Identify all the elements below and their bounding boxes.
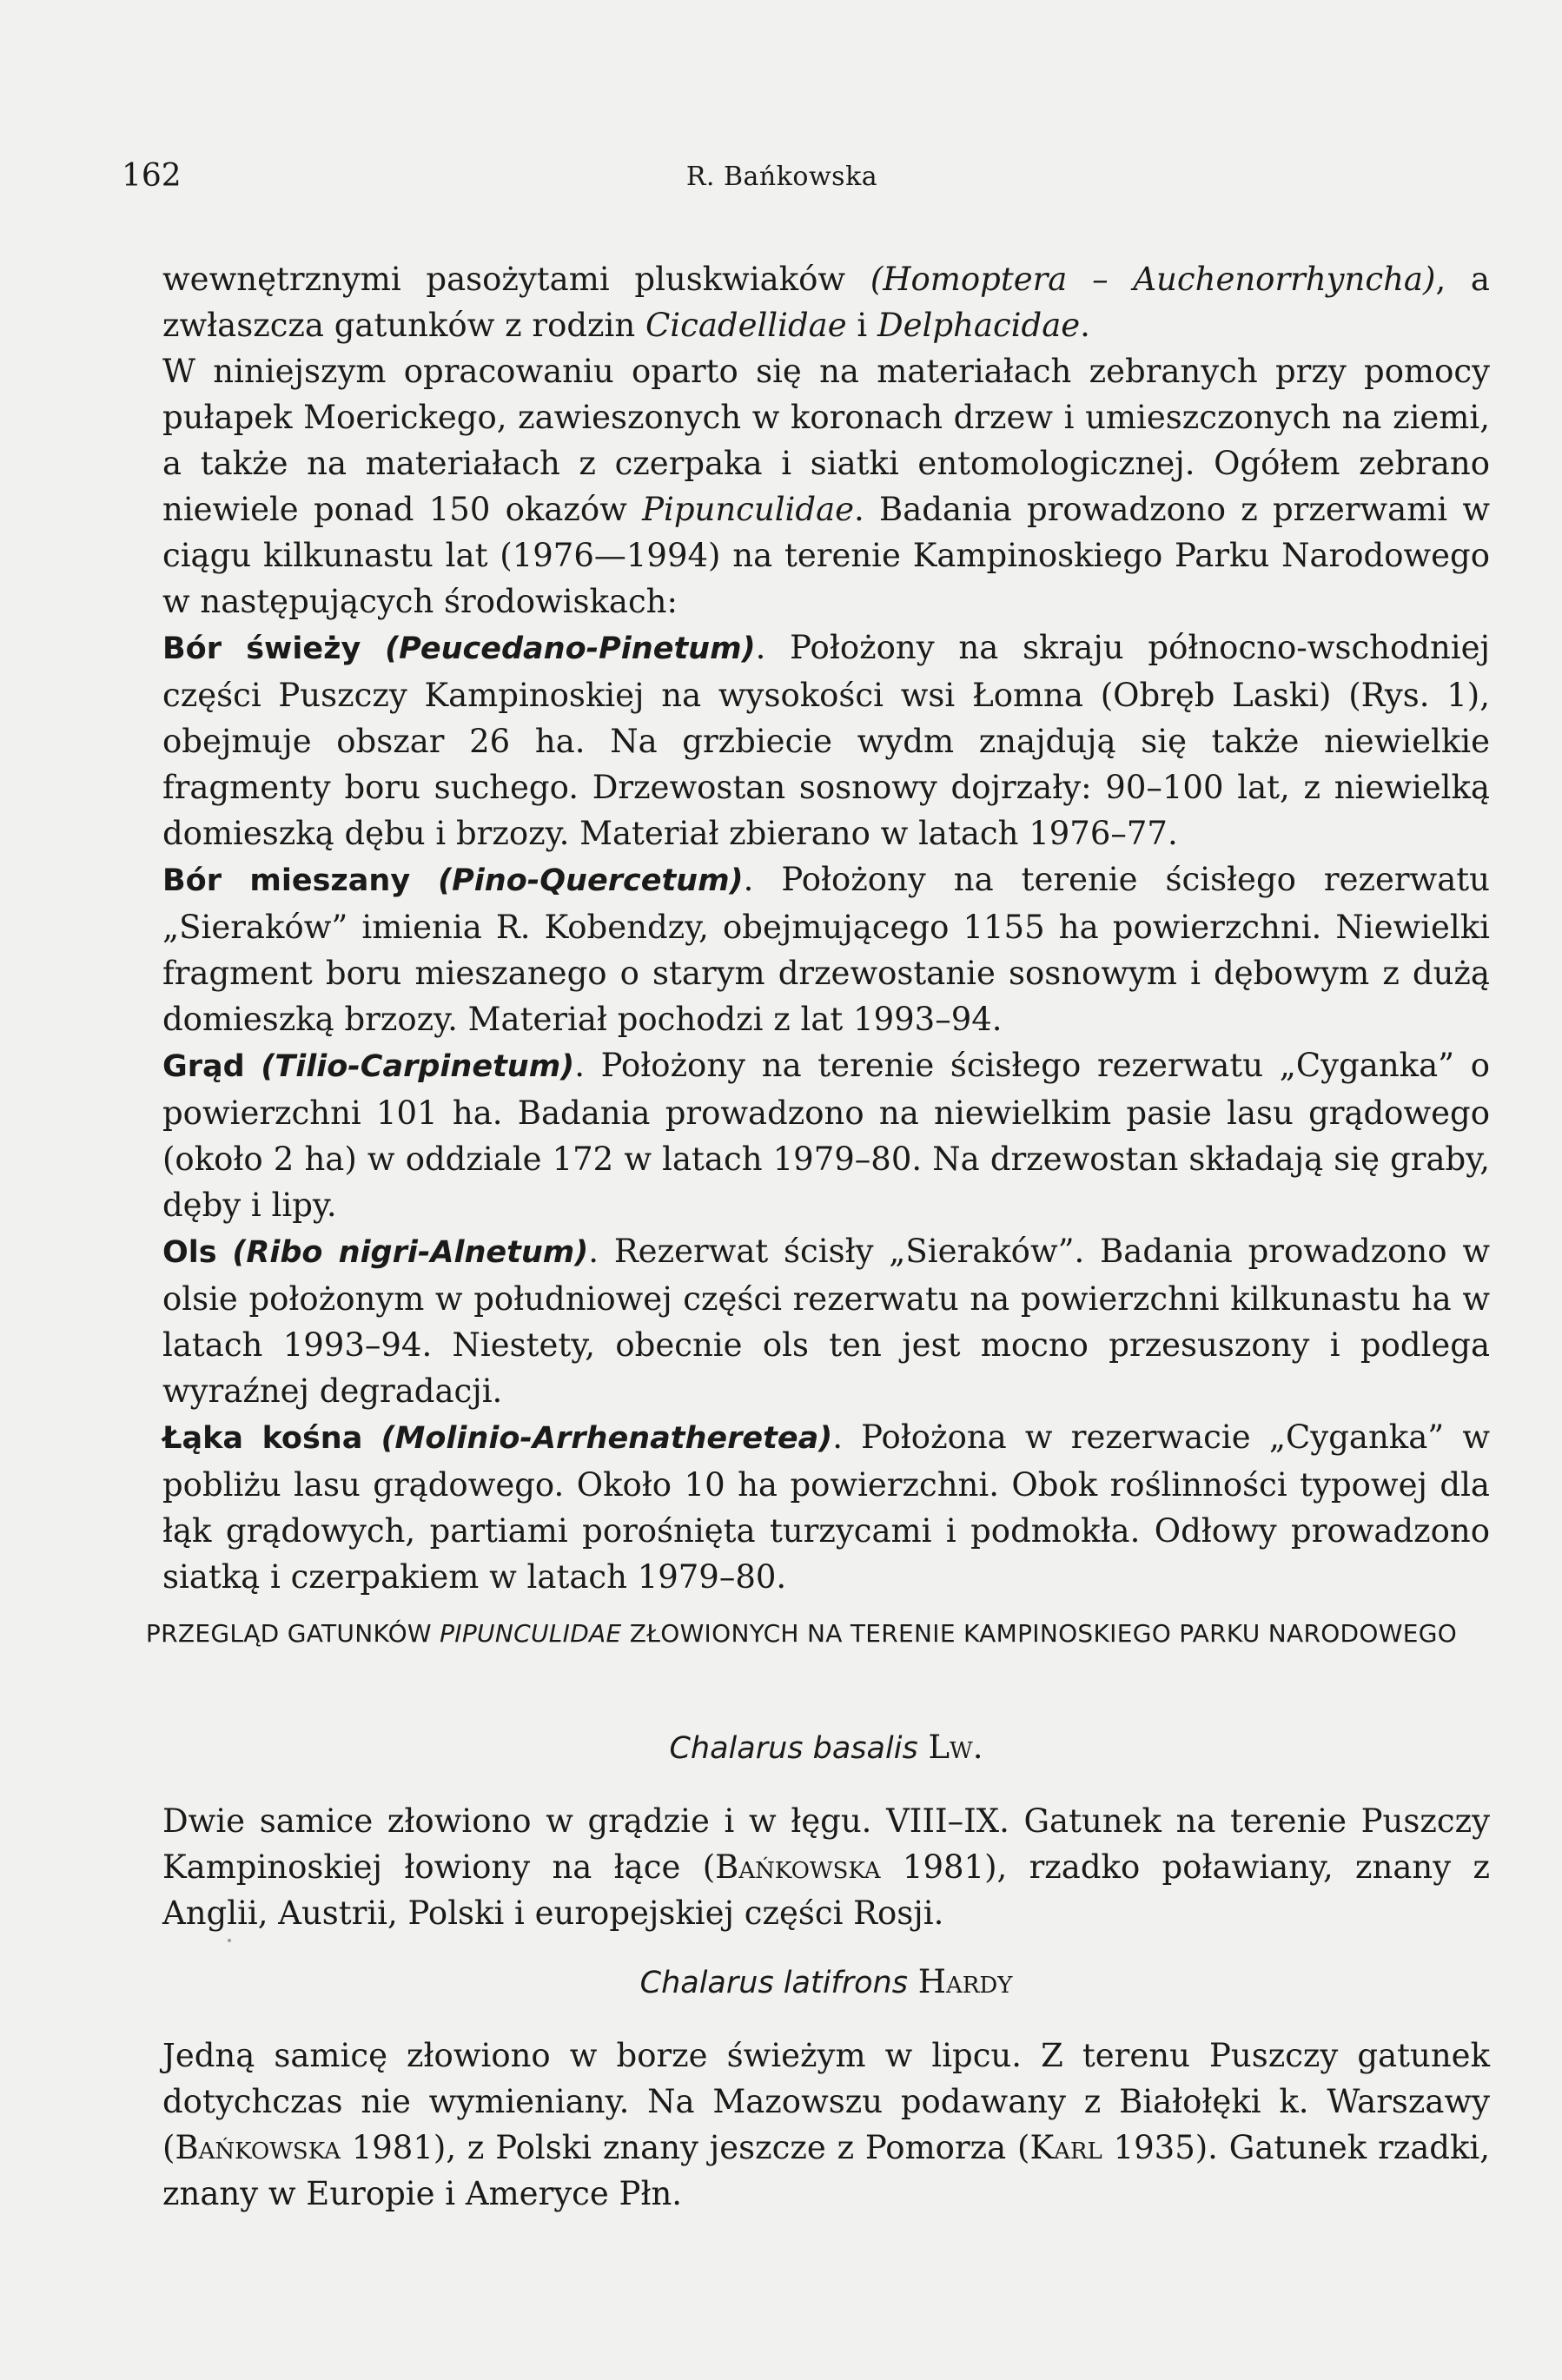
species-entry: [162, 1959, 1490, 2217]
habitat-name: Łąka kośna: [162, 1421, 363, 1456]
habitat-name: Bór mieszany: [162, 863, 411, 898]
species-entry: [162, 1724, 1490, 1936]
habitat-paragraph: Bór mieszany (Pino-Quercetum). Położony na terenie ścisłego rezerwatu „Sieraków” imienia R. Kobendzy, obejmującego 1155 ha powierzchni. Niewielki fragment boru mieszanego o starym drzewostanie sosnowym i dębowym z dużą domieszką brzozy. Materiał pochodzi z lat 1993–94.: [162, 861, 1490, 1038]
intro-paragraph-1: wewnętrznymi pasożytami pluskwiaków (Homoptera – Auchenorrhyncha), a zwłaszcza gatunków z rodzin Cicadellidae i Delphacidae.: [162, 261, 1490, 344]
habitat-paragraph: Grąd (Tilio-Carpinetum). Położony na terenie ścisłego rezerwatu „Cyganka” o powierzchni 101 ha. Badania prowadzono na niewielkim pasie lasu grądowego (około 2 ha) w oddziale 172 w latach 1979–80. Na drzewostan składają się graby, dęby i lipy.: [162, 1047, 1491, 1224]
page-number: 162: [122, 158, 182, 194]
species-title: Chalarus latifrons Hardy: [639, 1963, 1013, 2000]
species-text: Jedną samicę złowiono w borze świeżym w lipcu. Z terenu Puszczy gatunek dotychczas nie wymieniany. Na Mazowszu podawany z Białołęki k. Warszawy (Bańkowska 1981), z Polski znany jeszcze z Pomorza (Karl 1935). Gatunek rzadki, znany w Europie i Ameryce Płn.: [162, 2037, 1491, 2212]
habitat-latin: (Peucedano-Pinetum): [385, 631, 756, 666]
habitat-latin: (Pino-Quercetum): [438, 863, 744, 898]
habitat-paragraph: Bór świeży (Peucedano-Pinetum). Położony na skraju północno-wschodniej części Puszczy Kampinoskiej na wysokości wsi Łomna (Obręb Laski) (Rys. 1), obejmuje obszar 26 ha. Na grzbiecie wydm znajdują się także niewielkie fragmenty boru suchego. Drzewostan sosnowy dojrzały: 90–100 lat, z niewielką domieszką dębu i brzozy. Materiał zbierano w latach 1976–77.: [162, 629, 1490, 852]
main-text: [162, 256, 1490, 1600]
page-header: [122, 158, 1442, 196]
section-heading: PRZEGLĄD GATUNKÓW PIPUNCULIDAE ZŁOWIONYCH NA TERENIE KAMPINOSKIEGO PARKU NARODOWEGO: [145, 1619, 1458, 1648]
scan-dot: [228, 1939, 231, 1942]
habitat-latin: (Tilio-Carpinetum): [261, 1049, 575, 1084]
habitat-latin: (Molinio-Arrhenatheretea): [381, 1421, 833, 1456]
habitat-name: Bór świeży: [162, 631, 361, 666]
habitat-paragraph: Ols (Ribo nigri-Alnetum). Rezerwat ścisły „Sieraków”. Badania prowadzono w olsie położonym w południowej części rezerwatu na powierzchni kilkunastu ha w latach 1993–94. Niestety, obecnie ols ten jest mocno przesuszony i podlega wyraźnej degradacji.: [162, 1233, 1490, 1410]
species-title: Chalarus basalis Lw.: [669, 1729, 983, 1766]
habitat-name: Ols: [162, 1235, 217, 1270]
intro-paragraph-2: W niniejszym opracowaniu oparto się na materiałach zebranych przy pomocy pułapek Moerickego, zawieszonych w koronach drzew i umieszczonych na ziemi, a także na materiałach z czerpaka i siatki entomologicznej. Ogółem zebrano niewiele ponad 150 okazów Pipunculidae. Badania prowadzono z przerwami w ciągu kilkunastu lat (1976—1994) na terenie Kampinoskiego Parku Narodowego w następujących środowiskach:: [162, 353, 1491, 620]
running-head: R. Bańkowska: [685, 162, 878, 192]
habitat-latin: (Ribo nigri-Alnetum): [232, 1235, 589, 1270]
habitat-paragraph: Łąka kośna (Molinio-Arrhenatheretea). Położona w rezerwacie „Cyganka” w pobliżu lasu grądowego. Około 10 ha powierzchni. Obok roślinności typowej dla łąk grądowych, partiami porośnięta turzycami i podmokła. Odłowy prowadzono siatką i czerpakiem w latach 1979–80.: [162, 1418, 1491, 1596]
species-text: Dwie samice złowiono w grądzie i w łęgu. VIII–IX. Gatunek na terenie Puszczy Kampinoskiej łowiony na łące (Bańkowska 1981), rzadko poławiany, znany z Anglii, Austrii, Polski i europejskiej części Rosji.: [162, 1802, 1490, 1932]
habitat-name: Grąd: [162, 1049, 245, 1084]
